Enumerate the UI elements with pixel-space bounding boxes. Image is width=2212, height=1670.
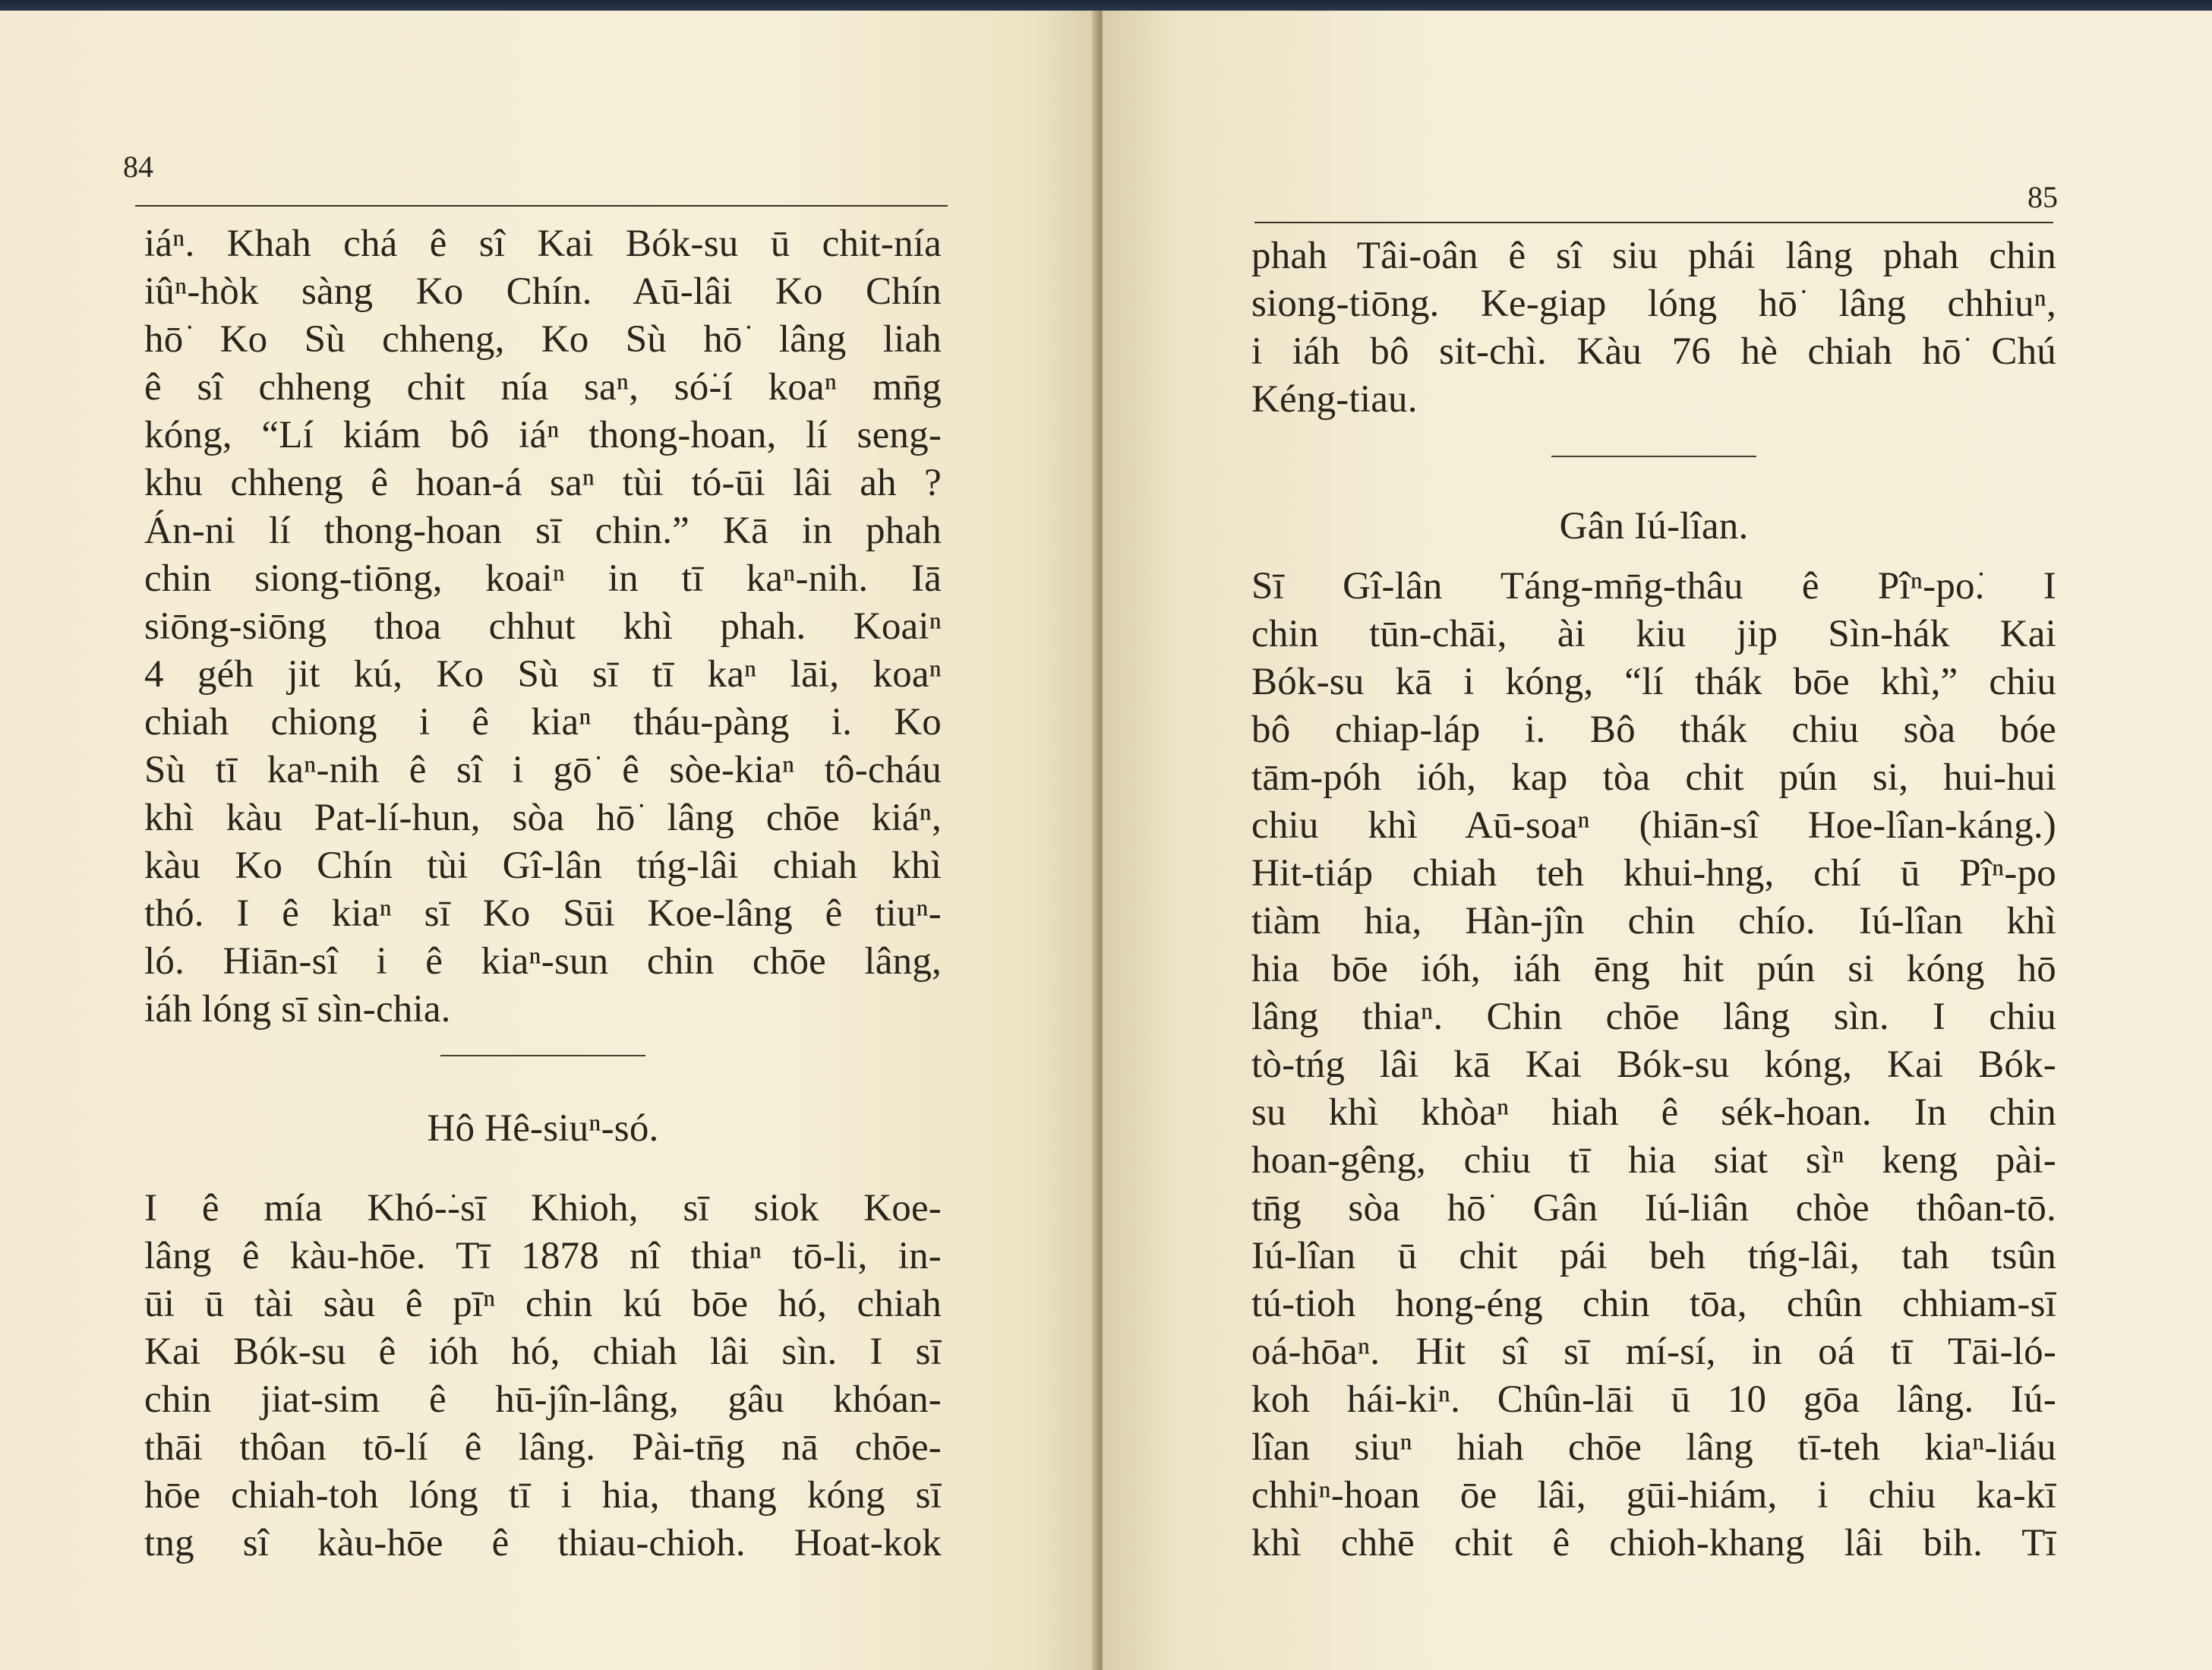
text-line: ūi ū tài sàu ê pīⁿ chin kú bōe hó, chiah xyxy=(144,1283,942,1325)
text-line: iáh lóng sī sìn-chia. xyxy=(144,988,451,1031)
text-line: ê sî chheng chit nía saⁿ, só͘-í koaⁿ mn̄g xyxy=(144,366,942,409)
text-line: siōng-siōng thoa chhut khì phah. Koaiⁿ xyxy=(144,605,942,648)
text-line: chin jiat-sim ê hū-jîn-lâng, gâu khóan- xyxy=(144,1378,942,1421)
text-line: hia bōe ióh, iáh ēng hit pún si kóng hō͘ xyxy=(1251,948,2056,990)
text-line: phah Tâi-oân ê sî siu phái lâng phah chin xyxy=(1251,235,2056,277)
text-line: kàu Ko Chín tùi Gî-lân tńg-lâi chiah khì xyxy=(144,844,942,887)
text-line: I ê mía Khó-͘-sī Khioh, sī siok Koe- xyxy=(144,1187,942,1230)
text-line: su khì khòaⁿ hiah ê sék-hoan. In chin xyxy=(1251,1091,2056,1134)
text-line: chin tūn-chāi, ài kiu jip Sìn-hák Kai xyxy=(1251,613,2056,655)
text-line: chin siong-tiōng, koaiⁿ in tī kaⁿ-nih. Iā xyxy=(144,557,942,600)
text-line: lîan siuⁿ hiah chōe lâng tī-teh kiaⁿ-liáu xyxy=(1251,1426,2056,1469)
text-line: Hit-tiáp chiah teh khui-hng, chí ū Pîⁿ-po͘ xyxy=(1251,852,2056,895)
right-page xyxy=(1103,11,2212,1670)
text-line: Sī Gî-lân Táng-mn̄g-thâu ê Pîⁿ-po͘. I xyxy=(1251,565,2056,608)
section-heading: Hô Hê-siuⁿ-só. xyxy=(427,1107,659,1150)
text-line: i iáh bô sit-chì. Kàu 76 hè chiah hō͘ Chú xyxy=(1251,330,2056,373)
text-line: lâng thiaⁿ. Chin chōe lâng sìn. I chiu xyxy=(1251,996,2056,1038)
paragraph-before-heading xyxy=(144,220,942,1034)
text-line: siong-tiōng. Ke-giap lóng hō͘ lâng chhiuⁿ, xyxy=(1251,283,2056,325)
text-line: khì kàu Pat-lí-hun, sòa hō͘ lâng chōe kiáⁿ, xyxy=(144,797,942,839)
right-text-column xyxy=(1251,232,2056,1567)
text-line: kóng, “Lí kiám bô iáⁿ thong-hoan, lí seng- xyxy=(144,414,942,456)
text-line: koh hái-kiⁿ. Chûn-lāi ū 10 gōa lâng. Iú- xyxy=(1251,1378,2056,1421)
text-line: chiah chiong i ê kiaⁿ tháu-pàng i. Ko xyxy=(144,701,942,743)
paragraph-after-heading xyxy=(144,1185,942,1567)
text-line: Sù tī kaⁿ-nih ê sî i gō͘ ê sòe-kiaⁿ tô-cháu xyxy=(144,749,942,791)
text-line: chiu khì Aū-soaⁿ (hiān-sî Hoe-lîan-káng.) xyxy=(1251,804,2056,847)
text-line: ló. Hiān-sî i ê kiaⁿ-sun chin chōe lâng, xyxy=(144,940,942,983)
text-line: Kai Bók-su ê ióh hó, chiah lâi sìn. I sī xyxy=(144,1331,942,1373)
text-line: tò-tńg lâi kā Kai Bók-su kóng, Kai Bók- xyxy=(1251,1043,2056,1086)
text-line: iûⁿ-hòk sàng Ko Chín. Aū-lâi Ko Chín xyxy=(144,270,942,313)
header-rule xyxy=(1254,222,2053,223)
text-line: Bók-su kā i kóng, “lí thák bōe khì,” chiu xyxy=(1251,661,2056,703)
paragraph-before-heading xyxy=(1251,232,2056,424)
paragraph-after-heading xyxy=(1251,563,2056,1567)
text-line: 4 géh jit kú, Ko Sù sī tī kaⁿ lāi, koaⁿ xyxy=(144,653,942,696)
text-line: bô chiap-láp i. Bô thák chiu sòa bóe xyxy=(1251,709,2056,751)
left-text-column xyxy=(144,220,942,1567)
text-line: khì chhē chit ê chioh-khang lâi bih. Tī xyxy=(1251,1522,2056,1564)
text-line: tiàm hia, Hàn-jîn chin chío. Iú-lîan khì xyxy=(1251,900,2056,942)
text-line: tn̄g sòa hō͘ Gân Iú-liân chòe thôan-tō. xyxy=(1251,1187,2056,1230)
text-line: Kéng-tiau. xyxy=(1251,378,1418,421)
text-line: khu chheng ê hoan-á saⁿ tùi tó-ūi lâi ah ? xyxy=(144,462,942,504)
page-number: 84 xyxy=(123,150,153,184)
text-line: Iú-lîan ū chit pái beh tńg-lâi, tah tsûn xyxy=(1251,1235,2056,1277)
page-number: 85 xyxy=(2027,180,2058,214)
text-line: lâng ê kàu-hōe. Tī 1878 nî thiaⁿ tō-li, in- xyxy=(144,1235,942,1277)
text-line: tú-tioh hong-éng chin tōa, chûn chhiam-sī xyxy=(1251,1283,2056,1325)
text-line: thó. I ê kiaⁿ sī Ko Sūi Koe-lâng ê tiuⁿ- xyxy=(144,892,942,935)
text-line: hō͘ Ko Sù chheng, Ko Sù hō͘ lâng liah xyxy=(144,318,942,361)
text-line: tng sî kàu-hōe ê thiau-chioh. Hoat-kok xyxy=(144,1522,942,1564)
text-line: hōe chiah-toh lóng tī i hia, thang kóng sī xyxy=(144,1474,942,1517)
left-page xyxy=(0,11,1100,1670)
header-rule xyxy=(135,205,948,207)
text-line: thāi thôan tō-lí ê lâng. Pài-tn̄g nā chōe- xyxy=(144,1426,942,1469)
section-heading: Gân Iú-lîan. xyxy=(1559,505,1749,548)
text-line: chhiⁿ-hoan ōe lâi, gūi-hiám, i chiu ka-kī xyxy=(1251,1474,2056,1517)
text-line: hoan-gêng, chiu tī hia siat sìⁿ keng pài- xyxy=(1251,1139,2056,1182)
text-line: oá-hōaⁿ. Hit sî sī mí-sí, in oá tī Tāi-ló- xyxy=(1251,1331,2056,1373)
text-line: iáⁿ. Khah chá ê sî Kai Bók-su ū chit-nía xyxy=(144,223,942,265)
text-line: tām-póh ióh, kap tòa chit pún si, hui-hui xyxy=(1251,756,2056,799)
text-line: Án-ni lí thong-hoan sī chin.” Kā in phah xyxy=(144,510,942,552)
